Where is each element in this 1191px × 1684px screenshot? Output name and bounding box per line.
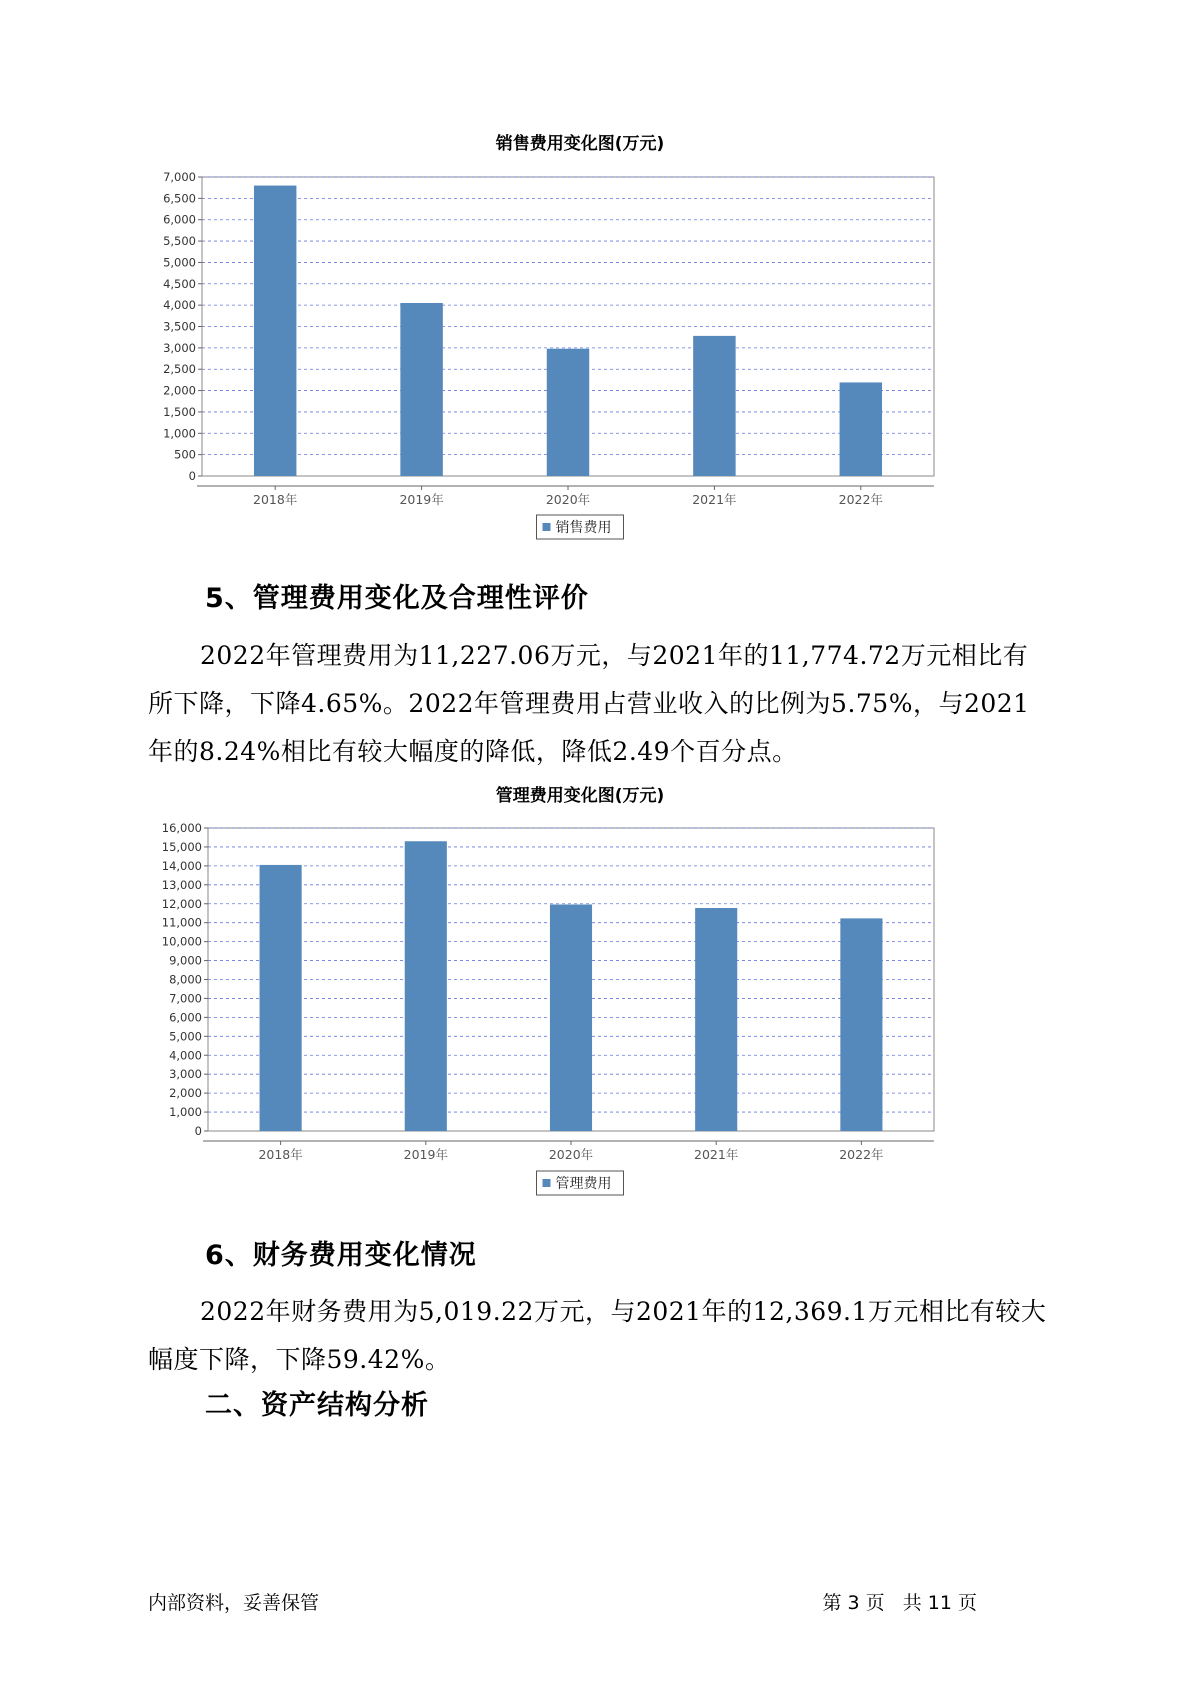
y-tick-label: 3,000	[163, 340, 196, 355]
x-tick-label: 2021年	[692, 492, 737, 507]
y-tick-label: 6,000	[163, 212, 196, 227]
part-2-heading: 二、资产结构分析	[205, 1390, 429, 1421]
y-tick-label: 10,000	[161, 934, 202, 949]
chart-title: 管理费用变化图(万元)	[495, 786, 665, 806]
footer-page-number: 第 3 页 共 11 页	[822, 1592, 977, 1614]
x-tick-label: 2019年	[403, 1147, 448, 1162]
x-tick-label: 2018年	[253, 492, 298, 507]
section-5-heading: 5、管理费用变化及合理性评价	[205, 583, 589, 614]
y-tick-label: 2,000	[163, 383, 196, 398]
y-tick-label: 5,500	[163, 234, 196, 249]
x-tick-label: 2022年	[838, 492, 883, 507]
x-tick-label: 2019年	[399, 492, 444, 507]
bar-2020年	[547, 349, 589, 476]
y-tick-label: 11,000	[161, 915, 202, 930]
y-tick-label: 15,000	[161, 839, 202, 854]
y-tick-label: 2,500	[163, 362, 196, 377]
y-tick-label: 5,000	[169, 1029, 202, 1044]
y-tick-label: 3,500	[163, 319, 196, 334]
y-tick-label: 9,000	[169, 953, 202, 968]
y-tick-label: 8,000	[169, 972, 202, 987]
bar-2019年	[400, 303, 442, 476]
bar-2018年	[254, 186, 296, 476]
x-tick-label: 2020年	[548, 1147, 594, 1162]
y-tick-label: 1,000	[169, 1105, 202, 1120]
bar-2021年	[695, 908, 737, 1131]
bar-2022年	[840, 918, 882, 1131]
y-tick-label: 1,500	[163, 404, 196, 419]
y-tick-label: 3,000	[169, 1067, 202, 1082]
y-tick-label: 6,000	[169, 1010, 202, 1025]
legend-swatch	[543, 523, 551, 531]
bar-2018年	[260, 865, 302, 1131]
y-tick-label: 0	[194, 1124, 202, 1138]
sales-expense-chart-svg	[150, 125, 1050, 550]
y-tick-label: 4,000	[163, 298, 196, 313]
x-tick-label: 2022年	[839, 1147, 884, 1162]
y-tick-label: 500	[174, 447, 196, 462]
y-tick-label: 12,000	[161, 896, 202, 911]
admin-expense-chart	[150, 777, 1050, 1202]
legend-label: 销售费用	[555, 520, 612, 536]
x-tick-label: 2021年	[694, 1147, 739, 1162]
section-6-paragraph: 2022年财务费用为5,019.22万元，与2021年的12,369.1万元相比有较大幅度下降，下降59.42%。	[148, 1297, 1047, 1374]
y-tick-label: 0	[188, 469, 196, 483]
bar-2021年	[693, 336, 735, 476]
y-tick-label: 14,000	[161, 858, 202, 873]
bar-2019年	[405, 841, 447, 1131]
footer-confidential: 内部资料，妥善保管	[148, 1592, 320, 1614]
legend-swatch	[543, 1179, 551, 1187]
y-tick-label: 4,000	[169, 1048, 202, 1063]
x-tick-label: 2018年	[258, 1147, 303, 1162]
y-tick-label: 4,500	[163, 276, 196, 291]
section-5-paragraph: 2022年管理费用为11,227.06万元，与2021年的11,774.72万元相比有所下降，下降4.65%。2022年管理费用占营业收入的比例为5.75%，与2021年的8.24%相比有较大幅度的降低，降低2.49个百分点。	[148, 641, 1030, 766]
x-tick-label: 2020年	[545, 492, 591, 507]
bar-2020年	[550, 905, 592, 1131]
y-tick-label: 16,000	[161, 821, 202, 835]
y-tick-label: 5,000	[163, 255, 196, 270]
chart-title: 销售费用变化图(万元)	[495, 134, 665, 154]
bar-2022年	[840, 382, 882, 476]
y-tick-label: 2,000	[169, 1086, 202, 1101]
legend-label: 管理费用	[555, 1176, 612, 1192]
y-tick-label: 13,000	[161, 877, 202, 892]
y-tick-label: 7,000	[169, 991, 202, 1006]
section-6-heading: 6、财务费用变化情况	[205, 1240, 477, 1271]
admin-expense-chart-svg	[150, 777, 1050, 1202]
y-tick-label: 6,500	[163, 191, 196, 206]
y-tick-label: 1,000	[163, 426, 196, 441]
sales-expense-chart	[150, 125, 1050, 550]
y-tick-label: 7,000	[163, 170, 196, 184]
